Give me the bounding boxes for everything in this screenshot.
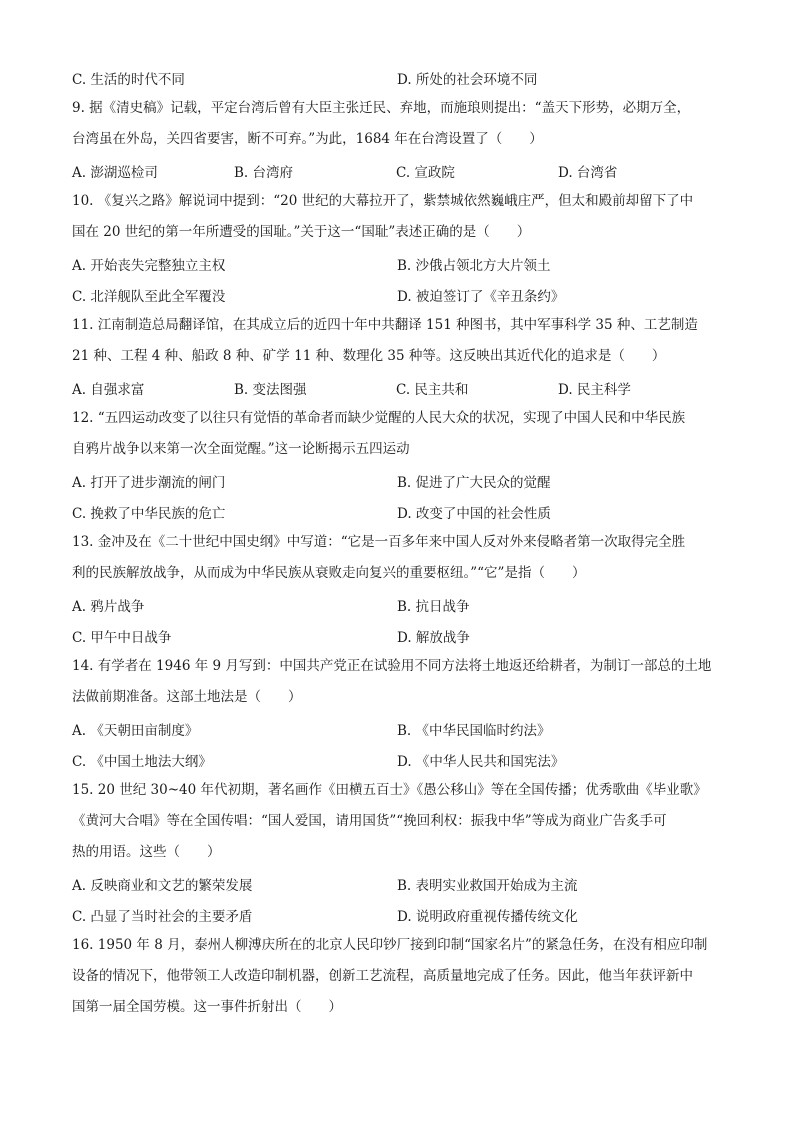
options-row	[72, 868, 722, 899]
options-row	[72, 713, 722, 744]
question-stem-line: 《黄河大合唱》等在全国传唱：“国人爱国，请用国货”“挽回利权：振我中华”等成为商业广告炙手可	[72, 813, 667, 829]
option-b[interactable]: B. 变法图强	[234, 381, 307, 398]
question-stem-line: 21 种、工程 4 种、船政 8 种、矿学 11 种、数理化 35 种等。这反映出其近代化的追求是（ ）	[72, 348, 666, 364]
option-b[interactable]: B. 沙俄占领北方大片领土	[397, 257, 551, 274]
question-stem-line: 12. “五四运动改变了以往只有觉悟的革命者而缺少觉醒的人民大众的状况，实现了中国人民和中华民族	[72, 410, 686, 426]
options-row	[72, 465, 722, 496]
question-stem-line: 设备的情况下，他带领工人改造印制机器，创新工艺流程，高质量地完成了任务。因此，他当年获评新中	[72, 968, 693, 984]
option-d[interactable]: D. 民主科学	[558, 381, 631, 398]
options-row	[72, 248, 722, 279]
question-stem-line: 16. 1950 年 8 月，泰州人柳溥庆所在的北京人民印钞厂接到印制“国家名片”的紧急任务，在没有相应印制	[72, 937, 708, 953]
option-c[interactable]: C. 挽救了中华民族的危亡	[72, 505, 226, 522]
question-q10	[72, 186, 722, 310]
options-row	[72, 744, 722, 775]
question-q14	[72, 651, 722, 775]
option-d[interactable]: D. 《中华人民共和国宪法》	[397, 753, 565, 770]
option-c[interactable]: C. 民主共和	[396, 381, 469, 398]
option-c[interactable]: C. 北洋舰队至此全军覆没	[72, 288, 226, 305]
question-stem-line: 13. 金冲及在《二十世纪中国史纲》中写道：“它是一百多年来中国人反对外来侵略者第一次取得完全胜	[72, 534, 686, 550]
question-stem-line: 国第一届全国劳模。这一事件折射出（ ）	[72, 999, 342, 1015]
option-c[interactable]: C. 甲午中日战争	[72, 629, 172, 646]
exam-page	[72, 62, 722, 1023]
question-q11	[72, 310, 722, 403]
option-d[interactable]: D. 解放战争	[397, 629, 470, 646]
option-d[interactable]: D. 台湾省	[558, 164, 618, 181]
option-d[interactable]: D. 所处的社会环境不同	[397, 71, 538, 88]
option-c[interactable]: C. 《中国土地法大纲》	[72, 753, 212, 770]
q8-options-tail	[72, 62, 722, 93]
question-stem-line: 国在 20 世纪的第一年所遭受的国耻。”关于这一“国耻”表述正确的是（ ）	[72, 224, 531, 240]
option-c[interactable]: C. 生活的时代不同	[72, 71, 185, 88]
option-a[interactable]: A. 澎湖巡检司	[72, 164, 158, 181]
option-d[interactable]: D. 说明政府重视传播传统文化	[397, 908, 578, 925]
question-stem-line: 10. 《复兴之路》解说词中提到：“20 世纪的大幕拉开了，紫禁城依然巍峨庄严，但太和殿前却留下了中	[72, 193, 694, 209]
options-row	[72, 589, 722, 620]
options-row	[72, 372, 722, 403]
question-stem-line: 利的民族解放战争，从而成为中华民族从衰败走向复兴的重要枢纽。”“它”是指（ ）	[72, 565, 586, 581]
question-list	[72, 93, 722, 1023]
options-row	[72, 620, 722, 651]
option-b[interactable]: B. 《中华民国临时约法》	[397, 722, 551, 739]
option-c[interactable]: C. 凸显了当时社会的主要矛盾	[72, 908, 253, 925]
question-q13	[72, 527, 722, 651]
option-d[interactable]: D. 被迫签订了《辛丑条约》	[397, 288, 565, 305]
question-stem-line: 14. 有学者在 1946 年 9 月写到：中国共产党正在试验用不同方法将土地返还给耕者，为制订一部总的土地	[72, 658, 712, 674]
option-a[interactable]: A. 打开了进步潮流的闸门	[72, 474, 226, 491]
question-stem-line: 11. 江南制造总局翻译馆，在其成立后的近四十年中共翻译 151 种图书，其中军事科学 35 种、工艺制造	[72, 317, 698, 333]
option-b[interactable]: B. 表明实业救国开始成为主流	[397, 877, 578, 894]
question-stem-line: 自鸦片战争以来第一次全面觉醒。”这一论断揭示五四运动	[72, 441, 410, 457]
option-d[interactable]: D. 改变了中国的社会性质	[397, 505, 551, 522]
option-b[interactable]: B. 促进了广大民众的觉醒	[397, 474, 551, 491]
option-a[interactable]: A. 《天朝田亩制度》	[72, 722, 199, 739]
options-row	[72, 899, 722, 930]
option-c[interactable]: C. 宣政院	[396, 164, 455, 181]
question-stem-line: 9. 据《清史稿》记载，平定台湾后曾有大臣主张迁民、弃地，而施琅则提出：“盖天下形势，必期万全，	[72, 100, 691, 116]
question-stem-line: 法做前期准备。这部土地法是（ ）	[72, 689, 302, 705]
question-stem-line: 热的用语。这些（ ）	[72, 844, 221, 860]
question-stem-line: 台湾虽在外岛，关四省要害，断不可弃。”为此，1684 年在台湾设置了（ ）	[72, 131, 543, 147]
option-a[interactable]: A. 自强求富	[72, 381, 145, 398]
options-row	[72, 279, 722, 310]
question-q15	[72, 775, 722, 930]
question-q16	[72, 930, 722, 1023]
option-b[interactable]: B. 抗日战争	[397, 598, 470, 615]
question-q9	[72, 93, 722, 186]
question-q12	[72, 403, 722, 527]
option-a[interactable]: A. 反映商业和文艺的繁荣发展	[72, 877, 253, 894]
option-a[interactable]: A. 开始丧失完整独立主权	[72, 257, 226, 274]
question-stem-line: 15. 20 世纪 30~40 年代初期，著名画作《田横五百士》《愚公移山》等在全国传播；优秀歌曲《毕业歌》	[72, 782, 707, 798]
options-row	[72, 496, 722, 527]
option-b[interactable]: B. 台湾府	[234, 164, 294, 181]
option-a[interactable]: A. 鸦片战争	[72, 598, 145, 615]
options-row	[72, 155, 722, 186]
